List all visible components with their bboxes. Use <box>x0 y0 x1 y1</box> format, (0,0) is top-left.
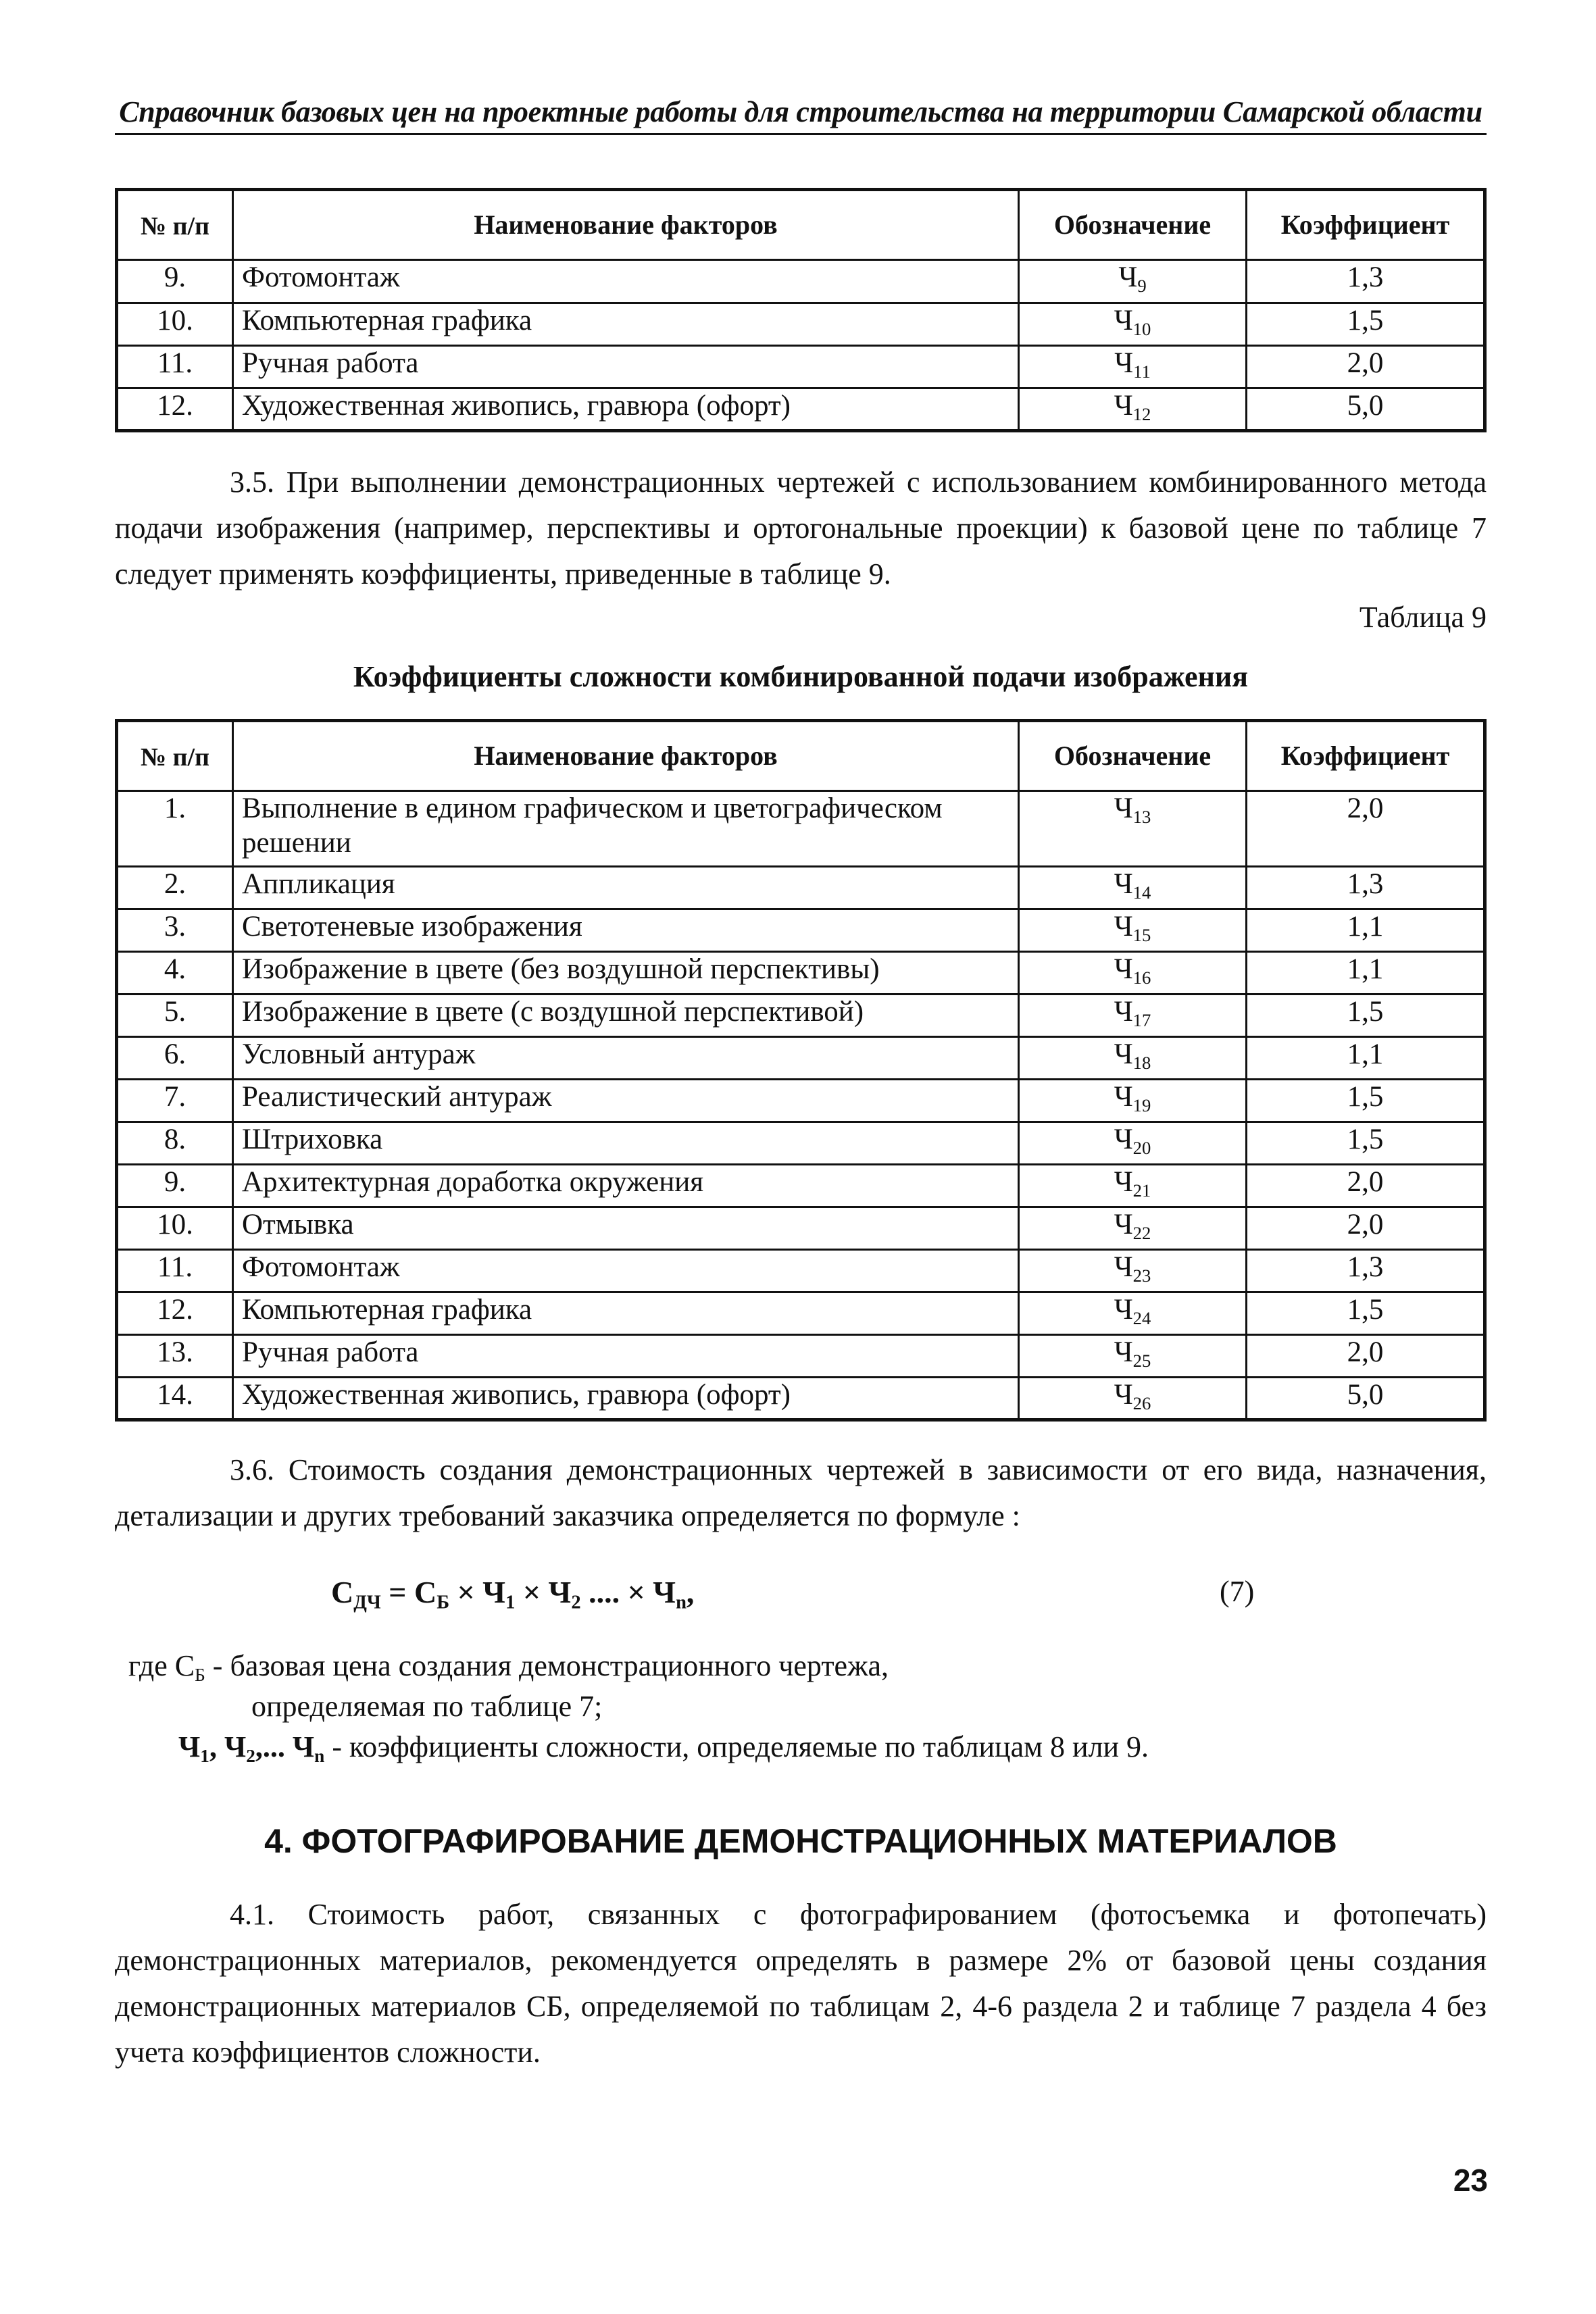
factor-symbol <box>1019 1250 1247 1292</box>
where-sub: 2 <box>246 1746 255 1767</box>
formula-sub: n <box>676 1592 687 1613</box>
running-header: Справочник базовых цен на проектные работы для строительства на территории Самарской области <box>115 95 1487 135</box>
symbol-index: 19 <box>1132 1095 1151 1115</box>
where-coef: Ч <box>178 1730 201 1763</box>
symbol-letter: Ч <box>1114 793 1133 824</box>
factor-name: Реалистический антураж <box>233 1080 1019 1122</box>
table-row <box>117 1080 1485 1122</box>
symbol-index: 21 <box>1132 1180 1151 1201</box>
symbol-letter: Ч <box>1114 911 1133 942</box>
table-row <box>117 1292 1485 1335</box>
coefficient-value: 1,3 <box>1247 867 1485 909</box>
formula-part: = С <box>380 1575 437 1609</box>
factor-symbol <box>1019 952 1247 995</box>
factor-symbol <box>1019 346 1247 388</box>
factor-name: Изображение в цвете (без воздушной перспективы) <box>233 952 1019 995</box>
formula-part: .... × Ч <box>580 1575 676 1609</box>
symbol-index: 12 <box>1132 403 1151 424</box>
row-number: 8. <box>117 1122 233 1165</box>
page-number: 23 <box>1453 2163 1488 2198</box>
symbol-index: 13 <box>1132 806 1151 827</box>
formula-part: × Ч <box>449 1575 506 1609</box>
col-header-num: № п/п <box>117 190 233 260</box>
table-row <box>117 346 1485 388</box>
paragraph-3-6: 3.6. Стоимость создания демонстрационных чертежей в зависимости от его вида, назначения, детализации и других требований заказчика определяется по формуле : <box>115 1453 1487 1532</box>
where-sub: n <box>314 1746 325 1767</box>
symbol-index: 15 <box>1132 924 1151 945</box>
factor-name: Художественная живопись, гравюра (офорт) <box>233 388 1019 431</box>
factor-name: Фотомонтаж <box>233 1250 1019 1292</box>
coefficient-value: 5,0 <box>1247 388 1485 431</box>
symbol-index: 25 <box>1132 1350 1151 1371</box>
symbol-letter: Ч <box>1114 996 1133 1028</box>
factor-symbol <box>1019 1037 1247 1080</box>
symbol-index: 24 <box>1132 1307 1151 1328</box>
table-row <box>117 1037 1485 1080</box>
symbol-letter: Ч <box>1114 1209 1133 1240</box>
factor-symbol <box>1019 1122 1247 1165</box>
factor-name: Изображение в цвете (с воздушной перспективой) <box>233 995 1019 1037</box>
where-coef: ,... Ч <box>255 1730 315 1763</box>
coefficient-value: 2,0 <box>1247 791 1485 867</box>
table-row <box>117 867 1485 909</box>
factor-name: Отмывка <box>233 1207 1019 1250</box>
row-number: 4. <box>117 952 233 995</box>
table-row <box>117 995 1485 1037</box>
row-number: 13. <box>117 1335 233 1378</box>
table-row <box>117 791 1485 867</box>
symbol-index: 11 <box>1133 361 1151 382</box>
col-header-num: № п/п <box>117 721 233 791</box>
paragraph-3-5: 3.5. При выполнении демонстрационных чертежей с использованием комбинированного метода подачи изображения (например, перспективы и ортогональные проекции) к базовой цене по таблице 7 следует применять коэффициенты, приведенные в таблице 9. <box>115 466 1487 590</box>
table-row <box>117 1207 1485 1250</box>
coefficient-value: 1,5 <box>1247 995 1485 1037</box>
factor-name: Выполнение в едином графическом и цветографическом решении <box>233 791 1019 867</box>
col-header-name: Наименование факторов <box>233 721 1019 791</box>
symbol-index: 9 <box>1137 275 1147 296</box>
factor-symbol <box>1019 1292 1247 1335</box>
where-sub: 1 <box>200 1746 209 1767</box>
symbol-letter: Ч <box>1114 1336 1133 1368</box>
formula-sub: Б <box>437 1592 450 1613</box>
table-row <box>117 1122 1485 1165</box>
row-number: 11. <box>117 1250 233 1292</box>
factor-name: Условный антураж <box>233 1037 1019 1080</box>
coefficient-value: 1,5 <box>1247 1122 1485 1165</box>
coefficient-value: 1,5 <box>1247 1080 1485 1122</box>
coefficient-value: 1,5 <box>1247 1292 1485 1335</box>
factor-symbol <box>1019 1207 1247 1250</box>
symbol-index: 26 <box>1132 1392 1151 1413</box>
where-line-2: определяемая по таблице 7; <box>251 1690 603 1723</box>
table-row <box>117 1250 1485 1292</box>
factor-symbol <box>1019 995 1247 1037</box>
formula-part: , <box>686 1575 695 1609</box>
table-9-label: Таблица 9 <box>1359 601 1487 634</box>
factor-name: Ручная работа <box>233 346 1019 388</box>
factor-symbol <box>1019 1080 1247 1122</box>
symbol-index: 17 <box>1132 1009 1151 1030</box>
table-9-title: Коэффициенты сложности комбинированной подачи изображения <box>353 660 1249 693</box>
factor-symbol <box>1019 791 1247 867</box>
symbol-letter: Ч <box>1114 1081 1133 1113</box>
formula-part: × Ч <box>515 1575 572 1609</box>
symbol-letter: Ч <box>1114 868 1133 900</box>
factor-symbol <box>1019 388 1247 431</box>
coefficient-value: 2,0 <box>1247 1335 1485 1378</box>
symbol-letter: Ч <box>1114 1294 1133 1326</box>
factor-symbol <box>1019 1165 1247 1207</box>
coefficient-value: 5,0 <box>1247 1378 1485 1420</box>
symbol-letter: Ч <box>1114 1251 1133 1283</box>
factor-name: Штриховка <box>233 1122 1019 1165</box>
coefficient-value: 1,3 <box>1247 260 1485 303</box>
col-header-name: Наименование факторов <box>233 190 1019 260</box>
symbol-letter: Ч <box>1118 261 1138 293</box>
symbol-letter: Ч <box>1114 1038 1133 1070</box>
formula-7 <box>331 1574 695 1613</box>
formula-sub: 2 <box>571 1592 581 1613</box>
factor-name: Аппликация <box>233 867 1019 909</box>
symbol-letter: Ч <box>1114 953 1133 985</box>
factor-name: Архитектурная доработка окружения <box>233 1165 1019 1207</box>
factor-symbol <box>1019 909 1247 952</box>
coefficient-value: 1,1 <box>1247 909 1485 952</box>
factor-symbol <box>1019 867 1247 909</box>
symbol-letter: Ч <box>1114 305 1133 336</box>
col-header-coef: Коэффициент <box>1247 721 1485 791</box>
row-number: 5. <box>117 995 233 1037</box>
where-text: - базовая цена создания демонстрационного чертежа, <box>205 1649 889 1682</box>
where-line-3 <box>178 1730 1149 1767</box>
factor-name: Ручная работа <box>233 1335 1019 1378</box>
row-number: 11. <box>117 346 233 388</box>
symbol-index: 20 <box>1132 1137 1151 1158</box>
row-number: 10. <box>117 303 233 346</box>
formula-sub: 1 <box>505 1592 516 1613</box>
coefficient-value: 2,0 <box>1247 346 1485 388</box>
coefficient-value: 1,3 <box>1247 1250 1485 1292</box>
table-row <box>117 909 1485 952</box>
symbol-letter: Ч <box>1114 1379 1133 1411</box>
factor-name: Компьютерная графика <box>233 303 1019 346</box>
row-number: 12. <box>117 388 233 431</box>
section-4-title: 4. ФОТОГРАФИРОВАНИЕ ДЕМОНСТРАЦИОННЫХ МАТЕРИАЛОВ <box>264 1822 1337 1860</box>
table-row <box>117 952 1485 995</box>
where-text: - коэффициенты сложности, определяемые по таблицам 8 или 9. <box>324 1730 1149 1763</box>
symbol-index: 22 <box>1132 1222 1151 1243</box>
row-number: 7. <box>117 1080 233 1122</box>
factor-name: Светотеневые изображения <box>233 909 1019 952</box>
symbol-index: 10 <box>1132 318 1151 339</box>
factor-symbol <box>1019 1335 1247 1378</box>
factor-name: Компьютерная графика <box>233 1292 1019 1335</box>
row-number: 12. <box>117 1292 233 1335</box>
where-prefix: где С <box>128 1649 195 1682</box>
coefficients-table-continued <box>115 188 1487 432</box>
symbol-letter: Ч <box>1114 1124 1133 1155</box>
col-header-symbol: Обозначение <box>1019 190 1247 260</box>
col-header-coef: Коэффициент <box>1247 190 1485 260</box>
coefficient-value: 2,0 <box>1247 1207 1485 1250</box>
row-number: 1. <box>117 791 233 867</box>
row-number: 3. <box>117 909 233 952</box>
factor-name: Фотомонтаж <box>233 260 1019 303</box>
symbol-index: 16 <box>1132 967 1151 988</box>
table-row <box>117 260 1485 303</box>
formula-sub: ДЧ <box>353 1592 381 1613</box>
col-header-symbol: Обозначение <box>1019 721 1247 791</box>
row-number: 6. <box>117 1037 233 1080</box>
formula-part: С <box>331 1575 354 1609</box>
row-number: 2. <box>117 867 233 909</box>
coefficient-value: 1,1 <box>1247 952 1485 995</box>
symbol-index: 18 <box>1132 1052 1151 1073</box>
factor-symbol <box>1019 1378 1247 1420</box>
symbol-letter: Ч <box>1114 347 1134 379</box>
table-row <box>117 1335 1485 1378</box>
row-number: 9. <box>117 1165 233 1207</box>
table-row <box>117 1165 1485 1207</box>
symbol-index: 23 <box>1132 1265 1151 1286</box>
where-sub: Б <box>195 1665 205 1686</box>
where-coef: , Ч <box>209 1730 247 1763</box>
row-number: 9. <box>117 260 233 303</box>
table-9 <box>115 719 1487 1422</box>
coefficient-value: 1,5 <box>1247 303 1485 346</box>
table-row <box>117 388 1485 431</box>
formula-number: (7) <box>1220 1575 1255 1608</box>
row-number: 10. <box>117 1207 233 1250</box>
coefficient-value: 1,1 <box>1247 1037 1485 1080</box>
row-number: 14. <box>117 1378 233 1420</box>
table-row <box>117 303 1485 346</box>
symbol-letter: Ч <box>1114 1166 1133 1198</box>
factor-name: Художественная живопись, гравюра (офорт) <box>233 1378 1019 1420</box>
factor-symbol <box>1019 260 1247 303</box>
where-line-1 <box>128 1649 889 1686</box>
symbol-index: 14 <box>1132 882 1151 903</box>
table-row <box>117 1378 1485 1420</box>
symbol-letter: Ч <box>1114 390 1133 422</box>
factor-symbol <box>1019 303 1247 346</box>
paragraph-4-1: 4.1. Стоимость работ, связанных с фотографированием (фотосъемка и фотопечать) демонстрационных материалов, рекомендуется определять в размере 2% от базовой цены создания демонстрационных материалов СБ, определяемой по таблицам 2, 4-6 раздела 2 и таблице 7 раздела 4 без учета коэффициентов сложности. <box>115 1898 1487 2069</box>
coefficient-value: 2,0 <box>1247 1165 1485 1207</box>
